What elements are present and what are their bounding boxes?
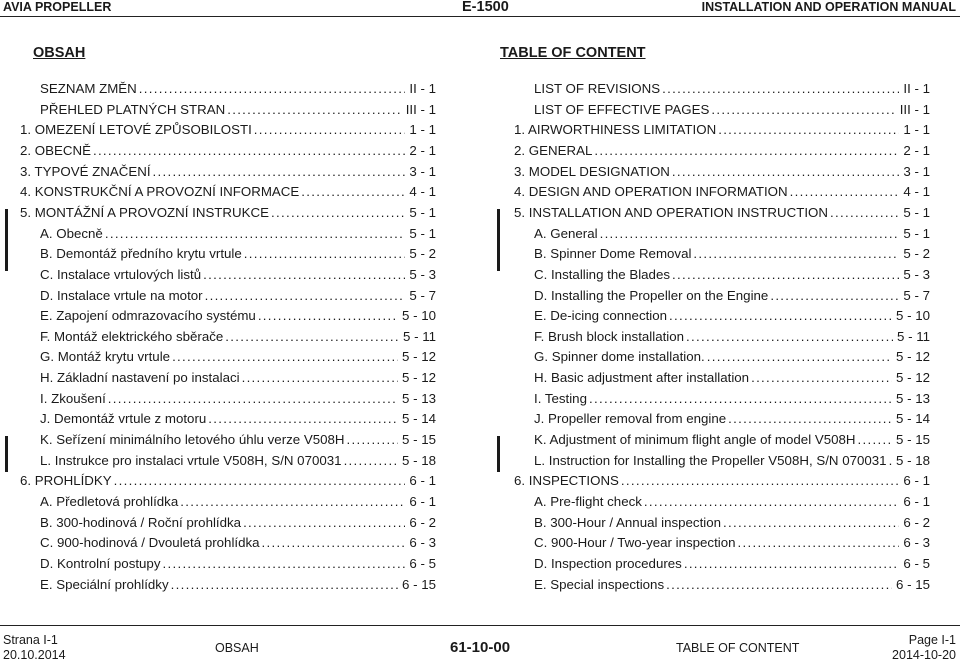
toc-entry-title: K. Seřízení minimálního letového úhlu verze V508H (40, 432, 345, 448)
toc-entry[interactable] (40, 307, 436, 325)
toc-entry-page: 1 - 1 (903, 122, 930, 138)
toc-entry-title: D. Kontrolní postupy (40, 555, 161, 571)
toc-dot-leader (242, 245, 406, 263)
toc-entry[interactable] (40, 493, 436, 511)
toc-entry-page: 5 - 12 (895, 349, 930, 365)
toc-entry-title: L. Instruction for Installing the Propeller V508H, S/N 070031 (534, 452, 887, 468)
toc-entry-title: D. Instalace vrtule na motor (40, 287, 203, 303)
toc-entry-title: G. Spinner dome installation. (534, 349, 705, 365)
toc-entry[interactable] (40, 431, 436, 449)
toc-entry[interactable] (40, 101, 436, 119)
toc-entry[interactable] (534, 390, 930, 408)
toc-entry-title: A. Předletová prohlídka (40, 494, 179, 509)
toc-entry[interactable] (534, 80, 930, 98)
toc-entry-page: 4 - 1 (903, 184, 930, 200)
toc-entry-page: 2 - 1 (903, 142, 930, 158)
toc-entry[interactable] (40, 452, 436, 470)
toc-dot-leader (170, 348, 398, 366)
toc-entry-page: 5 - 14 (895, 411, 930, 427)
toc-entry[interactable] (40, 328, 436, 346)
toc-entry-title: D. Installing the Propeller on the Engine (534, 287, 769, 303)
toc-entry-title: 4. KONSTRUKČNÍ A PROVOZNÍ INFORMACE (20, 184, 300, 200)
toc-dot-leader (726, 410, 892, 428)
toc-entry-page: 6 - 1 (903, 473, 930, 489)
toc-dot-leader (664, 576, 892, 594)
toc-entry-page: 5 - 2 (409, 246, 436, 262)
toc-dot-leader (260, 534, 406, 552)
toc-entry[interactable] (40, 576, 436, 594)
toc-entry-page: 5 - 12 (401, 370, 436, 386)
footer-rule (0, 625, 960, 626)
toc-dot-leader (345, 431, 398, 449)
toc-entry[interactable] (534, 348, 930, 366)
toc-entry-page: 5 - 11 (402, 328, 436, 344)
toc-dot-leader (592, 142, 899, 160)
toc-entry-title: 1. OMEZENÍ LETOVÉ ZPŮSOBILOSTI (20, 122, 252, 138)
toc-dot-leader (716, 121, 899, 139)
toc-entry-title: F. Brush block installation (534, 328, 685, 344)
toc-entry-title: 6. PROHLÍDKY (20, 473, 112, 489)
toc-entry-title: LIST OF REVISIONS (534, 81, 661, 96)
toc-dot-leader (670, 163, 899, 181)
toc-entry-title: 2. OBECNĚ (20, 142, 91, 158)
header-manual-title: INSTALLATION AND OPERATION MANUAL (701, 0, 956, 14)
toc-entry[interactable] (40, 514, 436, 532)
toc-dot-leader (667, 307, 892, 325)
revision-bar (5, 209, 8, 271)
toc-entry-page: 5 - 7 (409, 287, 436, 303)
toc-dot-leader (670, 266, 899, 284)
toc-entry[interactable] (534, 431, 930, 449)
toc-entry-title: 5. INSTALLATION AND OPERATION INSTRUCTION (514, 204, 828, 220)
left-toc-list (20, 80, 436, 600)
toc-entry[interactable] (40, 80, 436, 98)
toc-dot-leader (103, 225, 406, 243)
toc-dot-leader (91, 142, 405, 160)
toc-entry-title: C. Installing the Blades (534, 266, 671, 282)
toc-entry[interactable] (40, 348, 436, 366)
toc-entry-title: 3. MODEL DESIGNATION (514, 163, 670, 179)
footer-date-cz: 20.10.2014 (3, 648, 66, 662)
toc-entry[interactable] (20, 142, 436, 160)
toc-entry[interactable] (40, 225, 436, 243)
toc-entry[interactable] (534, 410, 930, 428)
toc-entry-title: 5. MONTÁŽNÍ A PROVOZNÍ INSTRUKCE (20, 204, 269, 220)
toc-dot-leader (788, 183, 900, 201)
footer-page-en: Page I-1 (908, 633, 956, 647)
toc-entry-page: II - 1 (903, 81, 930, 96)
revision-bar (497, 436, 500, 472)
toc-dot-leader (828, 204, 899, 222)
toc-entry-title: H. Basic adjustment after installation (534, 370, 750, 386)
toc-dot-leader (112, 472, 406, 490)
toc-entry-page: 5 - 2 (903, 246, 930, 262)
revision-bar (5, 436, 8, 472)
toc-entry[interactable] (20, 183, 436, 201)
toc-dot-leader (598, 225, 900, 243)
toc-entry-page: 6 - 2 (409, 514, 436, 530)
toc-entry[interactable] (534, 225, 930, 243)
toc-dot-leader (705, 348, 892, 366)
toc-entry-page: 6 - 1 (409, 473, 436, 489)
toc-entry-page: 2 - 1 (409, 142, 436, 158)
toc-entry-page: 5 - 1 (409, 204, 436, 220)
toc-dot-leader (169, 576, 398, 594)
toc-entry[interactable] (534, 101, 930, 119)
toc-entry[interactable] (534, 555, 930, 573)
toc-entry-page: 6 - 3 (409, 535, 436, 551)
toc-entry[interactable] (534, 576, 930, 594)
toc-entry-title: C. 900-hodinová / Dvouletá prohlídka (40, 535, 260, 551)
toc-entry[interactable] (40, 534, 436, 552)
toc-entry-page: 6 - 1 (409, 494, 436, 509)
toc-entry[interactable] (20, 163, 436, 181)
toc-entry-title: C. Instalace vrtulových listů (40, 266, 202, 282)
toc-entry-title: G. Montáž krytu vrtule (40, 349, 171, 365)
toc-entry-page: III - 1 (405, 101, 436, 117)
toc-entry-page: 6 - 3 (903, 535, 930, 551)
toc-entry-title: C. 900-Hour / Two-year inspection (534, 535, 736, 551)
toc-entry[interactable] (534, 307, 930, 325)
toc-entry-title: D. Inspection procedures (534, 555, 682, 571)
toc-entry[interactable] (20, 204, 436, 222)
toc-entry[interactable] (514, 183, 930, 201)
toc-entry[interactable] (20, 472, 436, 490)
toc-entry-title: 6. INSPECTIONS (514, 473, 619, 489)
toc-entry-title: L. Instrukce pro instalaci vrtule V508H, S/N 070031 (40, 452, 342, 468)
footer-chapter-number: 61-10-00 (450, 639, 511, 656)
toc-entry[interactable] (514, 163, 930, 181)
toc-entry[interactable] (40, 369, 436, 387)
toc-entry-page: 5 - 13 (895, 390, 930, 406)
toc-entry-page: 5 - 15 (895, 432, 930, 448)
toc-dot-leader (223, 328, 399, 346)
toc-entry-page: 5 - 11 (896, 328, 930, 344)
toc-entry-page: 5 - 12 (895, 370, 930, 386)
toc-entry-page: 5 - 7 (903, 287, 930, 303)
toc-dot-leader (619, 472, 899, 490)
toc-entry-title: H. Základní nastavení po instalaci (40, 370, 240, 386)
toc-dot-leader (106, 390, 398, 408)
header-model: E-1500 (462, 0, 509, 15)
toc-entry-title: 2. GENERAL (514, 142, 593, 158)
toc-entry-title: J. Demontáž vrtule z motoru (40, 411, 207, 427)
toc-dot-leader (709, 101, 895, 119)
toc-entry-page: 5 - 13 (401, 390, 436, 406)
toc-entry-page: 6 - 2 (903, 514, 930, 530)
toc-entry-title: B. Spinner Dome Removal (534, 246, 692, 262)
toc-entry[interactable] (534, 534, 930, 552)
toc-entry-title: B. 300-Hour / Annual inspection (534, 514, 722, 530)
toc-entry-title: E. Special inspections (534, 576, 665, 592)
toc-entry-page: 5 - 10 (401, 308, 436, 324)
toc-entry[interactable] (514, 121, 930, 139)
toc-entry[interactable] (534, 328, 930, 346)
footer-page-cz: Strana I-1 (3, 633, 58, 647)
toc-entry-page: 5 - 3 (409, 266, 436, 282)
toc-entry-page: 5 - 15 (401, 432, 436, 448)
toc-entry-page: 5 - 1 (903, 225, 930, 241)
toc-entry-page: 5 - 10 (895, 308, 930, 324)
toc-entry-title: J. Propeller removal from engine (534, 411, 727, 427)
right-toc-title: TABLE OF CONTENT (500, 45, 646, 61)
toc-entry-page: II - 1 (409, 81, 436, 96)
toc-entry-page: 5 - 1 (409, 225, 436, 241)
footer-date-en: 2014-10-20 (892, 648, 956, 662)
footer-section-en: TABLE OF CONTENT (676, 641, 800, 655)
toc-dot-leader (721, 514, 899, 532)
toc-entry-title: LIST OF EFFECTIVE PAGES (534, 101, 710, 117)
toc-entry-page: 1 - 1 (409, 122, 436, 138)
header-company: AVIA PROPELLER (3, 0, 112, 14)
toc-entry-title: B. 300-hodinová / Roční prohlídka (40, 514, 242, 530)
toc-entry-page: 5 - 18 (895, 452, 930, 468)
toc-entry[interactable] (534, 514, 930, 532)
toc-dot-leader (660, 80, 899, 98)
toc-entry-title: SEZNAM ZMĚN (40, 81, 137, 96)
toc-dot-leader (342, 452, 398, 470)
toc-entry[interactable] (534, 287, 930, 305)
toc-entry-title: B. Demontáž předního krytu vrtule (40, 246, 242, 262)
toc-dot-leader (736, 534, 900, 552)
revision-bar (497, 209, 500, 271)
toc-entry[interactable] (514, 142, 930, 160)
toc-entry-title: E. De-icing connection (534, 308, 668, 324)
toc-entry[interactable] (514, 204, 930, 222)
toc-entry[interactable] (40, 266, 436, 284)
toc-entry-page: III - 1 (899, 101, 930, 117)
toc-entry[interactable] (40, 245, 436, 263)
toc-entry-title: F. Montáž elektrického sběrače (40, 328, 224, 344)
toc-entry[interactable] (40, 555, 436, 573)
toc-entry[interactable] (40, 390, 436, 408)
toc-entry-title: PŘEHLED PLATNÝCH STRAN (40, 101, 226, 117)
toc-entry-page: 6 - 15 (895, 576, 930, 592)
toc-entry-title: 1. AIRWORTHINESS LIMITATION (514, 122, 717, 138)
footer-section-cz: OBSAH (215, 641, 259, 655)
toc-dot-leader (241, 514, 405, 532)
toc-entry-page: 3 - 1 (409, 163, 436, 179)
toc-dot-leader (691, 245, 899, 263)
toc-entry-title: 3. TYPOVÉ ZNAČENÍ (20, 163, 151, 179)
toc-dot-leader (178, 493, 405, 511)
toc-entry-title: 4. DESIGN AND OPERATION INFORMATION (514, 184, 788, 200)
toc-entry-page: 6 - 15 (401, 576, 436, 592)
header-rule (0, 16, 960, 17)
toc-entry-title: A. Pre-flight check (534, 494, 642, 509)
toc-dot-leader (225, 101, 401, 119)
left-toc-title: OBSAH (33, 45, 86, 61)
toc-entry-page: 4 - 1 (409, 184, 436, 200)
toc-entry[interactable] (534, 493, 930, 511)
toc-dot-leader (160, 555, 405, 573)
toc-entry-title: I. Zkoušení (40, 390, 106, 406)
toc-dot-leader (299, 183, 405, 201)
right-toc-list (514, 80, 930, 600)
toc-entry-title: E. Speciální prohlídky (40, 576, 169, 592)
toc-entry-page: 5 - 1 (903, 204, 930, 220)
toc-dot-leader (587, 390, 892, 408)
toc-entry[interactable] (534, 245, 930, 263)
toc-entry[interactable] (534, 266, 930, 284)
toc-entry-page: 6 - 5 (409, 555, 436, 571)
toc-entry[interactable] (40, 410, 436, 428)
toc-entry[interactable] (40, 287, 436, 305)
toc-dot-leader (684, 328, 893, 346)
toc-dot-leader (137, 80, 406, 98)
toc-entry-title: I. Testing (534, 390, 587, 406)
toc-dot-leader (269, 204, 405, 222)
toc-dot-leader (201, 266, 405, 284)
toc-dot-leader (206, 410, 398, 428)
page-header (0, 0, 960, 16)
toc-entry[interactable] (534, 369, 930, 387)
toc-entry-title: E. Zapojení odmrazovacího systému (40, 308, 256, 324)
toc-dot-leader (749, 369, 892, 387)
toc-entry[interactable] (534, 452, 930, 470)
toc-entry-page: 5 - 3 (903, 266, 930, 282)
toc-entry[interactable] (20, 121, 436, 139)
toc-entry-page: 6 - 5 (903, 555, 930, 571)
toc-entry-title: A. Obecně (40, 225, 103, 241)
toc-dot-leader (252, 121, 406, 139)
toc-entry-title: K. Adjustment of minimum flight angle of model V508H (534, 432, 856, 448)
toc-entry-page: 6 - 1 (903, 494, 930, 509)
toc-dot-leader (642, 493, 899, 511)
toc-dot-leader (856, 431, 892, 449)
toc-dot-leader (768, 287, 899, 305)
toc-dot-leader (256, 307, 398, 325)
toc-entry-page: 5 - 14 (401, 411, 436, 427)
toc-entry-title: A. General (534, 225, 598, 241)
toc-entry[interactable] (514, 472, 930, 490)
toc-dot-leader (240, 369, 398, 387)
toc-entry-page: 3 - 1 (903, 163, 930, 179)
toc-dot-leader (151, 163, 406, 181)
toc-entry-page: 5 - 12 (401, 349, 436, 365)
toc-entry-page: 5 - 18 (401, 452, 436, 468)
toc-dot-leader (203, 287, 406, 305)
toc-dot-leader (682, 555, 900, 573)
